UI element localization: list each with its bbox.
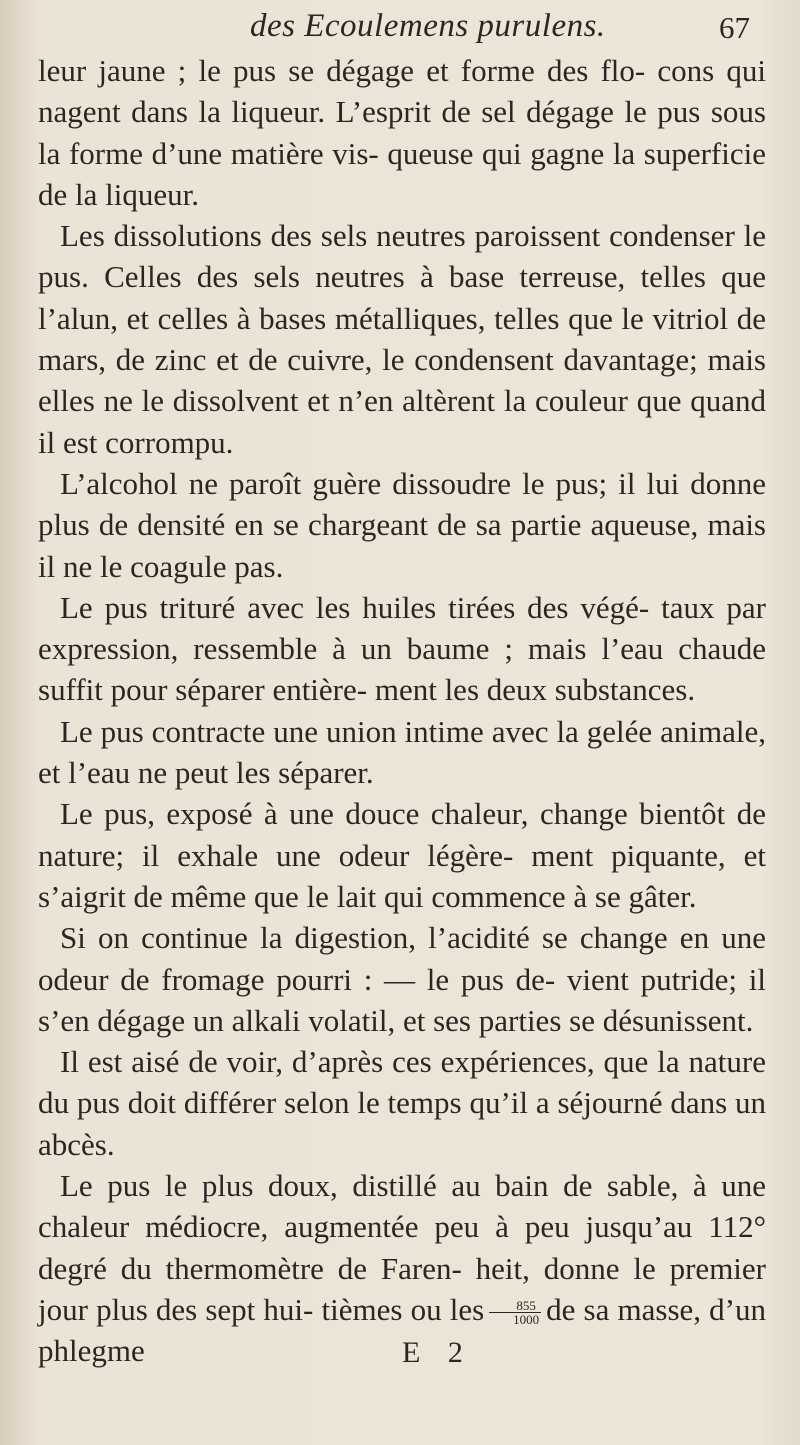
paragraph-text: Le pus le plus doux, distillé au bain de sable, à une chaleur médiocre, augmentée peu à peu jusqu’au 112° degré du thermomètre de Faren- heit, donne le premier jour plus des sept hui- tièmes ou les [38,1168,766,1327]
paragraph: Il est aisé de voir, d’après ces expériences, que la nature du pus doit différer selon le temps qu’il a séjourné dans un abcès. [38,1044,766,1162]
page-header [250,8,770,56]
page-number: 67 [719,10,750,45]
paragraph: L’alcohol ne paroît guère dissoudre le pus; il lui donne plus de densité en se chargeant de sa partie aqueuse, mais il ne le coagule pas. [38,465,766,584]
paragraph: leur jaune ; le pus se dégage et forme des flo- cons qui nagent dans la liqueur. L’esprit de sel dégage le pus sous la forme d’une matière vis- queuse qui gagne la superficie de la liqueur. [38,53,766,212]
running-title: des Ecoulemens purulens. [250,8,606,44]
paragraph-text: de sa masse, d’un phlegme [38,1291,766,1369]
paragraph: Le pus contracte une union intime avec la gelée animale, et l’eau ne peut les séparer. [38,713,766,791]
signature-mark: E 2 [402,1336,473,1369]
paragraph: Le pus, exposé à une douce chaleur, change bientôt de nature; il exhale une odeur légère- ment piquante, et s’aigrit de même que le lait qui commence à se gâter. [38,796,766,914]
paragraph: Si on continue la digestion, l’acidité se change en une odeur de fromage pourri : — le pus de- vient putride; il s’en dégage un alkali volatil, et ses parties se désunissent. [38,920,766,1038]
body-text [38,50,766,1372]
paragraph: Les dissolutions des sels neutres paroissent condenser le pus. Celles des sels neutres à base terreuse, telles que l’alun, et celles à bases métalliques, telles que le vitriol de mars, de zinc et de cuivre, le condensent davantage; mais elles ne le dissolvent et n’en altèrent la couleur que quand il est corrompu. [38,218,766,460]
fraction [489,1299,541,1326]
paragraph: Le pus trituré avec les huiles tirées des végé- taux par expression, ressemble à un baume ; mais l’eau chaude suffit pour séparer entière- ment les deux substances. [38,589,766,708]
fraction-numerator: 855 [489,1299,541,1313]
fraction-denominator: 1000 [513,1312,540,1328]
